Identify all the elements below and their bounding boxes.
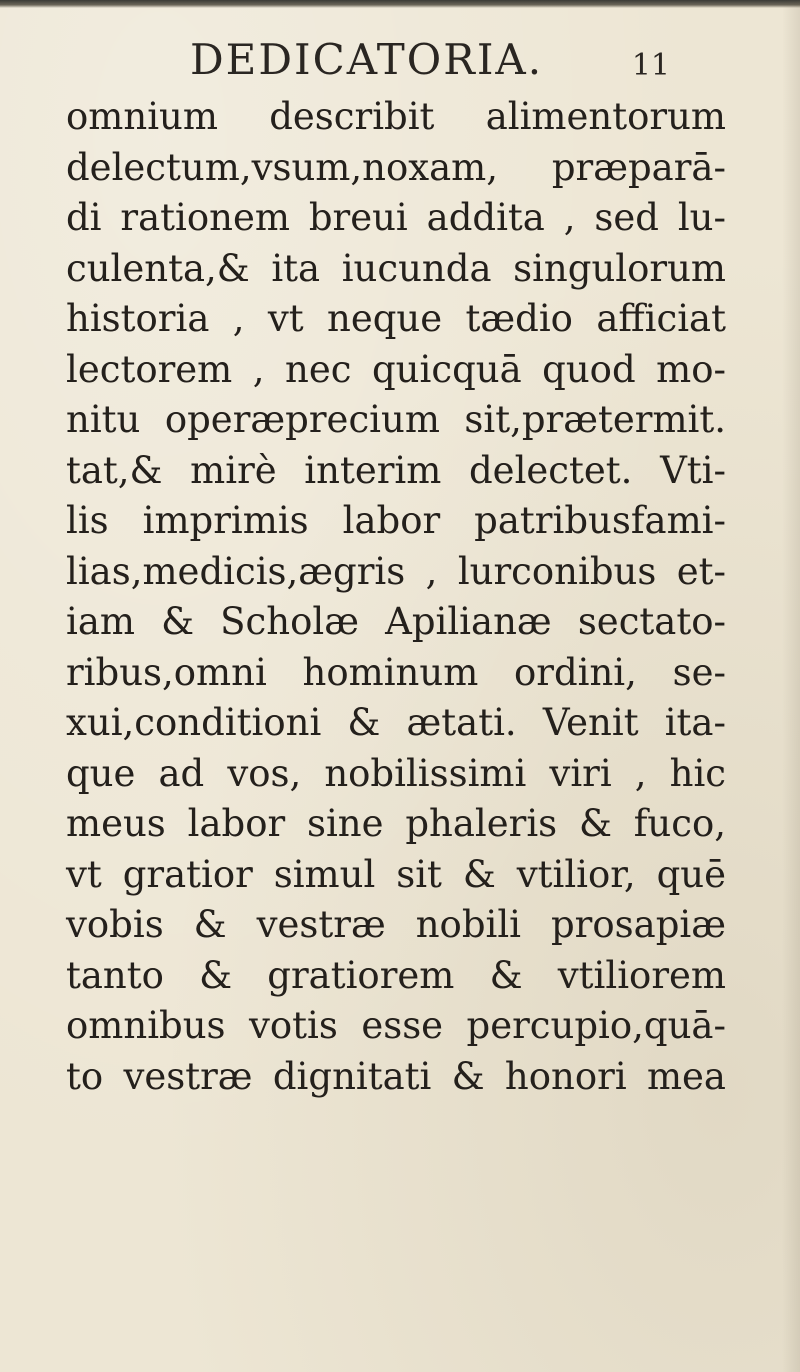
text-line: omnibus votis esse percupio,quā- <box>66 1004 726 1047</box>
page-right-shadow <box>782 0 800 1372</box>
text-line: nitu operæprecium sit,prætermit. <box>66 398 726 441</box>
text-line: to vestræ dignitati & honori mea <box>66 1054 726 1098</box>
text-line: vobis & vestræ nobili prosapiæ <box>66 903 726 946</box>
text-line: tanto & gratiorem & vtiliorem <box>66 953 726 997</box>
text-line: iam & Scholæ Apilianæ sectato- <box>66 600 726 643</box>
text-line: di rationem breui addita , sed lu- <box>66 196 726 239</box>
text-line: meus labor sine phaleris & fuco, <box>66 802 726 845</box>
page-top-edge <box>0 0 800 8</box>
text-line: xui,conditioni & ætati. Venit ita- <box>66 701 726 744</box>
text-line: ribus,omni hominum ordini, se- <box>66 650 726 694</box>
body-text <box>66 92 726 1102</box>
text-line: delectum,vsum,noxam, præparā- <box>66 145 726 189</box>
text-line: historia , vt neque tædio afficiat <box>66 297 726 340</box>
text-line: omnium describit alimentorum <box>66 95 726 138</box>
running-title: DEDICATORIA. <box>190 35 544 84</box>
text-line: tat,& mirè interim delectet. Vti- <box>66 448 726 492</box>
text-line: lectorem , nec quicquā quod mo- <box>66 347 726 391</box>
text-line: culenta,& ita iucunda singulorum <box>66 246 726 290</box>
text-line: lias,medicis,ægris , lurconibus et- <box>66 549 726 593</box>
text-line: que ad vos, nobilissimi viri , hic <box>66 751 726 795</box>
page-header <box>190 30 690 90</box>
text-line: vt gratior simul sit & vtilior, quē <box>66 852 726 896</box>
page-number: 11 <box>631 48 670 83</box>
text-line: lis imprimis labor patribusfami- <box>66 499 726 542</box>
